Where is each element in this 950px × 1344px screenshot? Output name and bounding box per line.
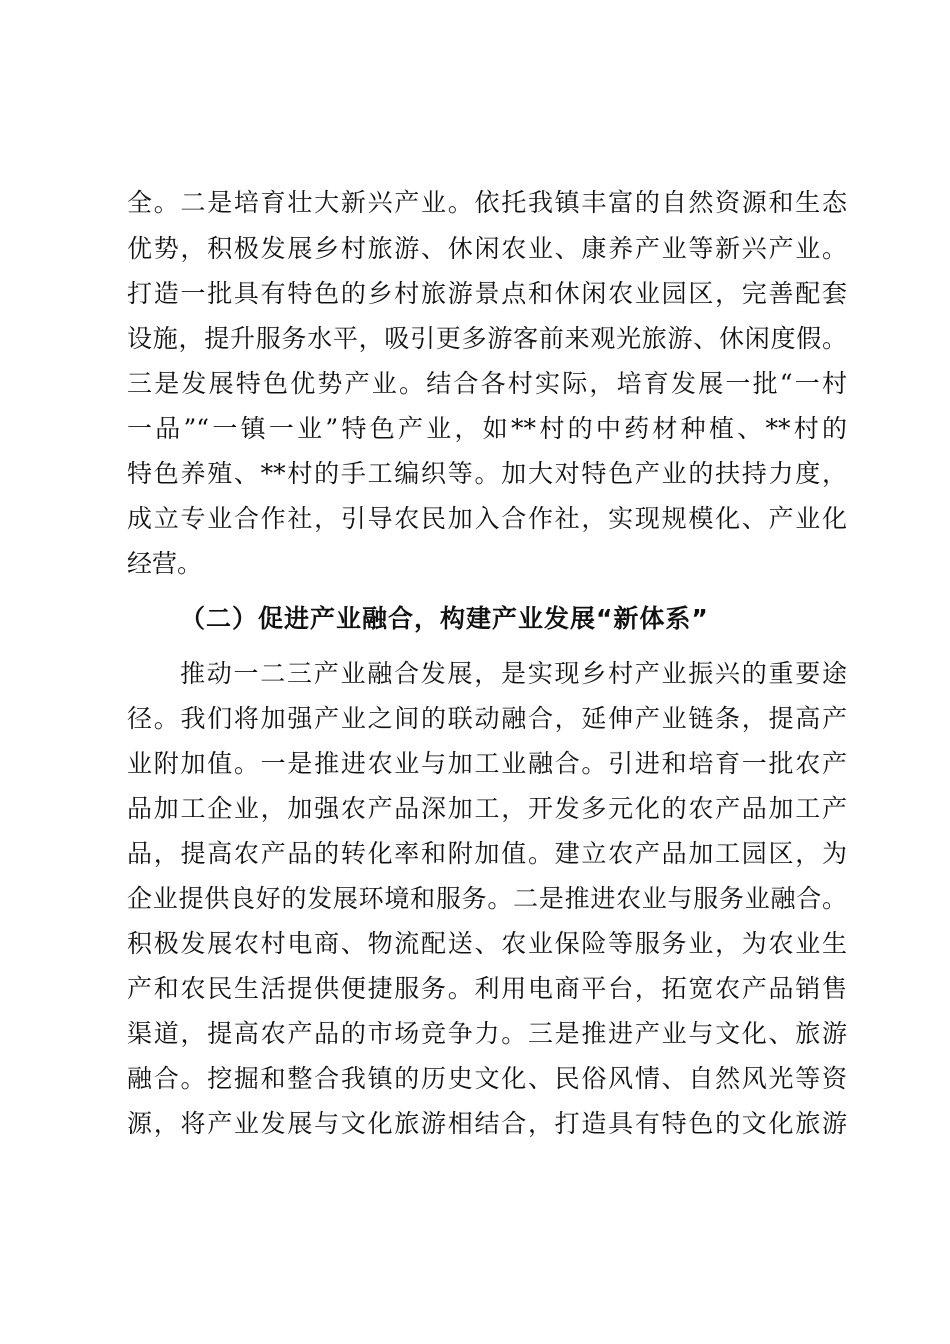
paragraph-line: 产和农民生活提供便捷服务。利用电商平台，拓宽农产品销售 [127, 974, 847, 1003]
paragraph-line: 经营。 [127, 549, 203, 578]
paragraph-line: 一品”“一镇一业”特色产业，如**村的中药材种植、**村的 [127, 414, 847, 443]
paragraph-line: 特色养殖、**村的手工编织等。加大对特色产业的扶持力度， [127, 459, 847, 488]
paragraph-line: 企业提供良好的发展环境和服务。二是推进农业与服务业融合。 [127, 884, 847, 913]
paragraph-line: 三是发展特色优势产业。结合各村实际，培育发展一批“一村 [127, 369, 847, 398]
paragraph-line: 业附加值。一是推进农业与加工业融合。引进和培育一批农产 [127, 749, 847, 778]
paragraph-line: 成立专业合作社，引导农民加入合作社，实现规模化、产业化 [127, 504, 847, 533]
paragraph-line: 推动一二三产业融合发展，是实现乡村产业振兴的重要途 [180, 659, 847, 688]
paragraph-line: 品加工企业，加强农产品深加工，开发多元化的农产品加工产 [127, 794, 847, 823]
section-heading: （二）促进产业融合，构建产业发展“新体系” [180, 604, 709, 633]
paragraph-line: 品，提高农产品的转化率和附加值。建立农产品加工园区，为 [127, 839, 847, 868]
paragraph-line: 径。我们将加强产业之间的联动融合，延伸产业链条，提高产 [127, 704, 847, 733]
paragraph-line: 打造一批具有特色的乡村旅游景点和休闲农业园区，完善配套 [127, 279, 847, 308]
paragraph-line: 源，将产业发展与文化旅游相结合，打造具有特色的文化旅游 [127, 1109, 847, 1138]
paragraph-line: 优势，积极发展乡村旅游、休闲农业、康养产业等新兴产业。 [127, 234, 847, 263]
paragraph-line: 积极发展农村电商、物流配送、农业保险等服务业，为农业生 [127, 929, 847, 958]
paragraph-line: 融合。挖掘和整合我镇的历史文化、民俗风情、自然风光等资 [127, 1064, 847, 1093]
paragraph-line: 全。二是培育壮大新兴产业。依托我镇丰富的自然资源和生态 [127, 188, 847, 217]
paragraph-line: 渠道，提高农产品的市场竞争力。三是推进产业与文化、旅游 [127, 1019, 847, 1048]
paragraph-line: 设施，提升服务水平，吸引更多游客前来观光旅游、休闲度假。 [127, 324, 847, 353]
